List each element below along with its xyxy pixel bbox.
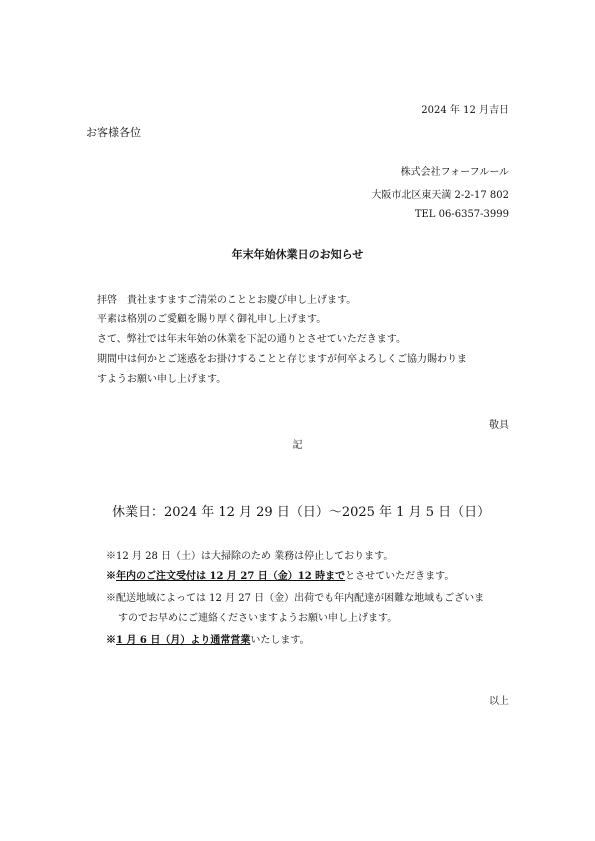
company-tel: TEL 06-6357-3999 (414, 209, 509, 220)
document-date: 2024 年 12 月吉日 (421, 105, 509, 116)
body-line-request-cont: すようお願い申し上げます。 (97, 374, 227, 385)
note-delivery-line1: ※配送地域によっては 12 月 27 日（金）出荷でも年内配達が困難な地域もございま (106, 593, 485, 604)
closing-keigu: 敬具 (489, 420, 509, 431)
note-delivery-line2: すのでお早めにご連絡くださいますようお願い申し上げます。 (118, 613, 398, 624)
company-address: 大阪市北区東天満 2-2-17 802 (371, 190, 509, 201)
note-order-deadline (106, 567, 454, 582)
body-line-thanks: 平素は格別のご愛顧を賜り厚く御礼申し上げます。 (97, 314, 327, 325)
note-resume-business (106, 631, 310, 646)
note-suffix: いたします。 (250, 635, 310, 646)
holiday-period: 休業日：2024 年 12 月 29 日（日）～2025 年 1 月 5 日（日） (112, 505, 491, 520)
ki-heading: 記 (292, 440, 303, 451)
resume-date-emphasis: 1 月 6 日（月）より通常営業 (116, 635, 251, 646)
body-line-request: 期間中は何かとご迷惑をお掛けすることと存じますが何卒よろしくご協力賜わりま (97, 354, 467, 365)
note-suffix: とさせていただきます。 (345, 571, 455, 582)
body-line-greeting: 拝啓 貴社ますますご清栄のこととお慶び申し上げます。 (97, 295, 357, 306)
order-deadline-emphasis: 年内のご注文受付は 12 月 27 日（金）12 時まで (116, 571, 346, 582)
note-cleaning-day: ※12 月 28 日（土）は大掃除のため 業務は停止しております。 (106, 551, 394, 562)
document-title: 年末年始休業日のお知らせ (231, 248, 364, 261)
addressee: お客様各位 (86, 126, 141, 139)
note-marker: ※ (106, 635, 116, 646)
company-name: 株式会社フォーフルール (400, 167, 509, 178)
body-line-notice: さて、弊社では年末年始の休業を下記の通りとさせていただきます。 (97, 334, 406, 345)
end-ijo: 以上 (489, 696, 509, 707)
note-marker: ※ (106, 571, 116, 582)
